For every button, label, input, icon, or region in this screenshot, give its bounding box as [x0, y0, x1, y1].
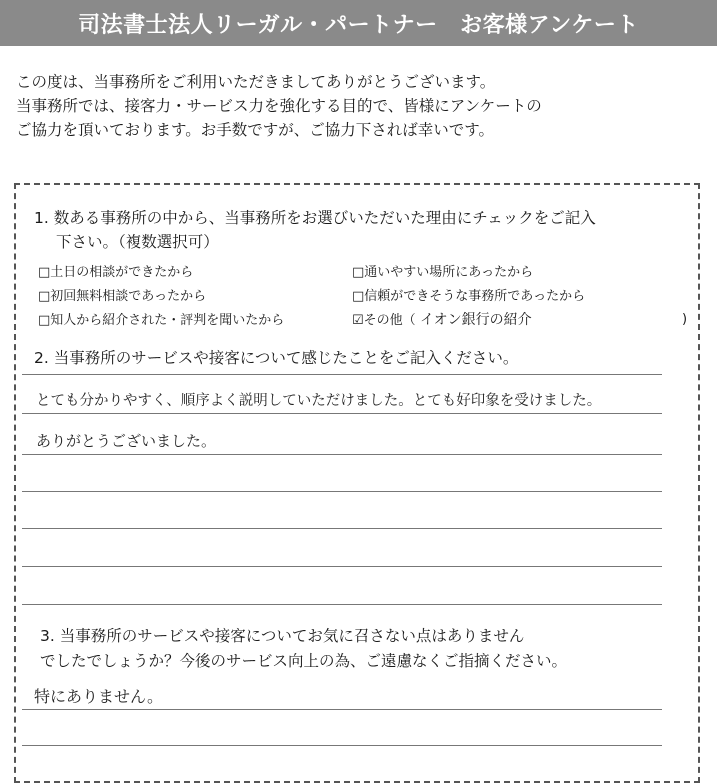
intro-line: ご協力を頂いております。お手数ですが、ご協力下されば幸いです。 [16, 121, 495, 139]
option-free-first-consultation[interactable] [38, 288, 206, 306]
intro-line: 当事務所では、接客力・サービス力を強化する目的で、皆様にアンケートの [16, 97, 542, 115]
checkbox-checked[interactable]: ☑ [352, 313, 364, 328]
title-bar [0, 0, 717, 46]
option-label: その他（ [363, 313, 416, 328]
option-label: 土日の相談ができたから [50, 265, 194, 280]
option-label: 初回無料相談であったから [50, 289, 207, 304]
answer-line [22, 709, 662, 710]
option-label: 知人から紹介された・評判を聞いたから [50, 313, 285, 328]
question-3-line-1: 3. 当事務所のサービスや接客についてお気に召さない点はありません [40, 627, 525, 645]
question-2-answer-line-2: ありがとうございました。 [36, 432, 217, 450]
checkbox[interactable]: □ [38, 289, 51, 304]
intro-line: この度は、当事務所をご利用いただきましてありがとうございます。 [16, 73, 496, 91]
question-2: 2. 当事務所のサービスや接客について感じたことをご記入ください。 [34, 349, 519, 367]
option-convenient-location[interactable] [352, 264, 533, 282]
option-trustworthy-office[interactable] [352, 288, 585, 306]
answer-line [22, 374, 662, 375]
answer-line [22, 413, 662, 414]
intro-text [16, 70, 706, 142]
checkbox[interactable]: □ [352, 265, 365, 280]
question-1-line-1: 1. 数ある事務所の中から、当事務所をお選びいただいた理由にチェックをご記入 [34, 209, 596, 227]
option-referral-reputation[interactable] [38, 312, 284, 330]
page-title: 司法書士法人リーガル・パートナー お客様アンケート [78, 12, 639, 38]
answer-line [22, 604, 662, 605]
option-label: 通いやすい場所にあったから [364, 265, 534, 280]
answer-line [22, 745, 662, 746]
other-answer-handwritten: イオン銀行の紹介 [420, 312, 532, 328]
question-3-line-2: でしたでしょうか？今後のサービス向上の為、ご遠慮なくご指摘ください。 [40, 652, 568, 670]
checkbox[interactable]: □ [38, 313, 51, 328]
answer-line [22, 491, 662, 492]
option-other[interactable] [352, 312, 416, 330]
option-label: 信頼ができそうな事務所であったから [364, 289, 586, 304]
question-1-line-2: 下さい。（複数選択可） [56, 233, 219, 251]
checkbox[interactable]: □ [38, 265, 51, 280]
question-3-answer-line-1: 特にありません。 [34, 687, 163, 706]
answer-line [22, 454, 662, 455]
answer-line [22, 566, 662, 567]
checkbox[interactable]: □ [352, 289, 365, 304]
question-2-answer-line-1: とても分かりやすく、順序よく説明していただけました。とても好印象を受けました。 [36, 393, 602, 409]
other-close-paren: ) [682, 312, 688, 327]
option-weekend-consultation[interactable] [38, 264, 193, 282]
answer-line [22, 528, 662, 529]
